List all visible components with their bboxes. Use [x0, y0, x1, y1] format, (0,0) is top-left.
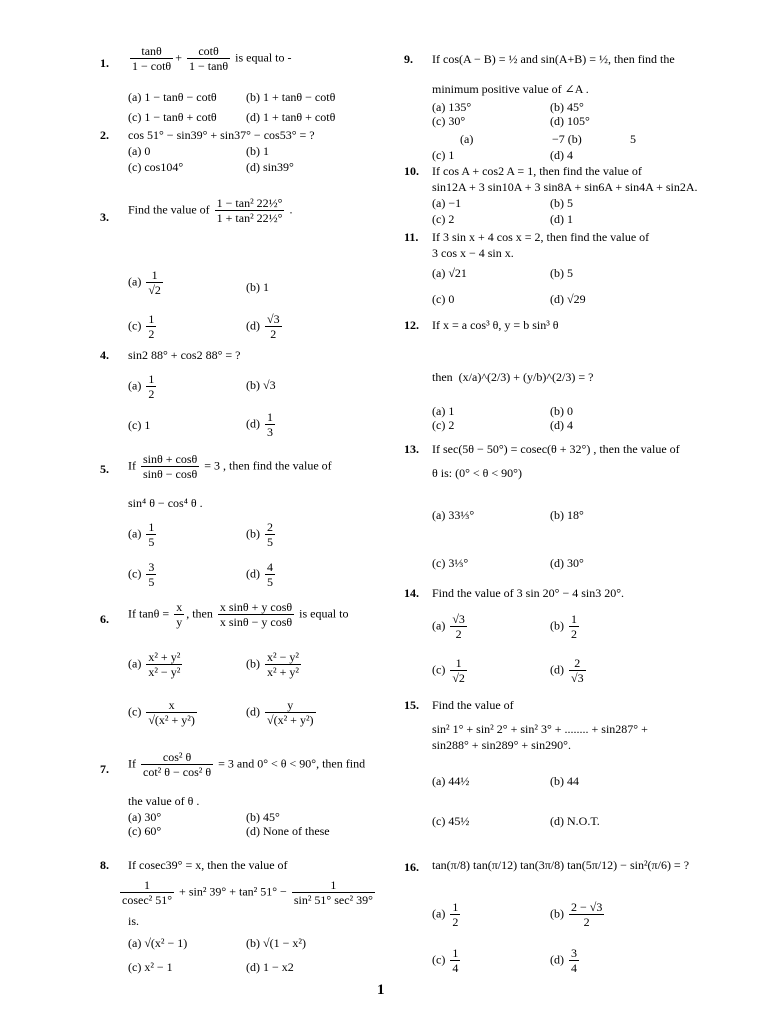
- question-number: 6.: [100, 612, 109, 626]
- option-a: (a) 33⅓°: [432, 508, 475, 522]
- option-b: (b) $\frac{\text{x² − y²}}{\text{x² + y²}}$: [246, 650, 299, 679]
- question-text-line2: sin² 1° + sin² 2° + sin² 3° + ........ + sin287° +: [432, 722, 648, 736]
- option-d: (d) $\frac{4}{5}$: [246, 560, 273, 589]
- question-text: $\frac{\tan\theta}{1 - \cot\theta}$ + $\frac{\cot\theta}{1 - \tan\theta}$ is equal to -: [132, 44, 292, 73]
- option-d: (d) None of these: [246, 824, 330, 838]
- question-text-line3: is.: [128, 914, 140, 928]
- option-a: (a) √21: [432, 266, 467, 280]
- option-a: (a) $\frac{1}{5}$: [128, 520, 155, 549]
- option-b: (b) $\frac{2 - √3}{2}$: [550, 900, 603, 929]
- option-c: (c) 1: [128, 418, 151, 432]
- option-b: (b) √3: [246, 378, 276, 392]
- option-c: (c) 0: [432, 292, 455, 306]
- question-text-line2: sin12A + 3 sin10A + 3 sin8A + sin6A + sin4A + sin2A.: [432, 180, 698, 194]
- option-d: (d) $\frac{2}{√3}$: [550, 656, 584, 685]
- option-c2: (c) 1: [432, 148, 455, 162]
- fraction: $\frac{\sin\theta + \cos\theta}{\sin\theta - \cos\theta}$: [143, 452, 198, 481]
- question-number: 3.: [100, 210, 109, 224]
- option-c: (c) $\frac{1}{2}$: [128, 312, 155, 341]
- question-number: 2.: [100, 128, 109, 142]
- question-number: 4.: [100, 348, 109, 362]
- option-d: (d) $\frac{√3}{2}$: [246, 312, 280, 341]
- question-text-line2: then (x/a)^(2/3) + (y/b)^(2/3) = ?: [432, 370, 594, 384]
- fraction: $\frac{\text{x sinθ + y cosθ}}{\text{x sinθ − y cosθ}}$: [219, 600, 293, 629]
- stray-option: (a): [460, 132, 474, 146]
- question-number: 16.: [404, 860, 419, 874]
- option-a: (a) $\frac{1}{√2}$: [128, 268, 161, 297]
- fraction: $\frac{\text{cos² θ}}{\text{cot² θ − cos² θ}}$: [143, 750, 212, 779]
- question-text-line2: the value of θ .: [128, 794, 200, 808]
- option-c: (c) $\frac{1}{4}$: [432, 946, 459, 975]
- option-d: (d) $\frac{3}{4}$: [550, 946, 577, 975]
- option-a: (a) √(x² − 1): [128, 936, 188, 950]
- question-text-line2: θ is: (0° < θ < 90°): [432, 466, 522, 480]
- fraction: $\frac{\tan\theta}{1 - \cot\theta}$: [132, 44, 172, 73]
- question-number: 7.: [100, 762, 109, 776]
- option-d: (d) 1 − x2: [246, 960, 294, 974]
- option-b: (b) 5: [550, 266, 573, 280]
- question-number: 9.: [404, 52, 413, 66]
- option-a: (a) 1: [432, 404, 455, 418]
- option-b: (b) $\frac{1}{2}$: [550, 612, 577, 641]
- option-b: (b) 45°: [550, 100, 584, 114]
- option-a: (a) 1 − tanθ − cotθ: [128, 90, 217, 104]
- option-a: (a) 0: [128, 144, 151, 158]
- option-b: (b) 5: [550, 196, 573, 210]
- question-text: sin2 88° + cos2 88° = ?: [128, 348, 241, 362]
- question-expression: $\frac{1}{\text{cosec² 51°}}$ + sin² 39° + tan² 51° − $\frac{1}{\text{sin² 51° sec² 39°}}$: [122, 878, 373, 907]
- option-c: (c) x² − 1: [128, 960, 173, 974]
- option-d2: (d) 4: [550, 148, 573, 162]
- question-text: If $\frac{\text{cos² θ}}{\text{cot² θ − cos² θ}}$ = 3 and 0° < θ < 90°, then find: [128, 750, 366, 779]
- option-c: (c) $\frac{x}{\text{√(x² + y²)}}$: [128, 698, 195, 727]
- question-number: 11.: [404, 230, 419, 244]
- option-c: (c) 45½: [432, 814, 470, 828]
- option-d: (d) 105°: [550, 114, 590, 128]
- option-a: (a) $\frac{\text{x² + y²}}{\text{x² − y²}}$: [128, 650, 181, 679]
- option-b: (b) 1 + tanθ − cotθ: [246, 90, 336, 104]
- option-b: (b) 18°: [550, 508, 584, 522]
- option-c: (c) 60°: [128, 824, 162, 838]
- option-c: (c) cos104°: [128, 160, 184, 174]
- option-d: (d) $\frac{1}{3}$: [246, 410, 273, 439]
- question-text: Find the value of 3 sin 20° − 4 sin3 20°.: [432, 586, 625, 600]
- option-d: (d) 1 + tanθ + cotθ: [246, 110, 336, 124]
- question-text: Find the value of $\frac{\text{1 − tan² 22½°}}{\text{1 + tan² 22½°}}$ .: [128, 196, 293, 225]
- option-d: (d) $\frac{y}{\text{√(x² + y²)}}$: [246, 698, 314, 727]
- question-number: 14.: [404, 586, 419, 600]
- question-text: If cos(A − B) = ½ and sin(A+B) = ½, then find the: [432, 52, 675, 66]
- option-c: (c) 3⅓°: [432, 556, 469, 570]
- question-text: Find the value of: [432, 698, 514, 712]
- option-b: (b) $\frac{2}{5}$: [246, 520, 273, 549]
- question-text: If cosec39° = x, then the value of: [128, 858, 288, 872]
- question-number: 8.: [100, 858, 109, 872]
- question-text-line3: sin288° + sin289° + sin290°.: [432, 738, 571, 752]
- question-text: If sec(5θ − 50°) = cosec(θ + 32°) , then the value of: [432, 442, 680, 456]
- question-text: If x = a cos³ θ, y = b sin³ θ: [432, 318, 559, 332]
- option-a: (a) $\frac{1}{2}$: [432, 900, 459, 929]
- option-b: (b) 0: [550, 404, 573, 418]
- option-c: (c) $\frac{1}{√2}$: [432, 656, 465, 685]
- option-b: (b) √(1 − x²): [246, 936, 306, 950]
- option-a: (a) 30°: [128, 810, 162, 824]
- question-text-line2: minimum positive value of ∠A .: [432, 82, 589, 96]
- question-text: If 3 sin x + 4 cos x = 2, then find the value of: [432, 230, 650, 244]
- option-c: (c) 2: [432, 418, 455, 432]
- option-c: (c) 2: [432, 212, 455, 226]
- option-d: (d) sin39°: [246, 160, 294, 174]
- option-b: (b) 44: [550, 774, 579, 788]
- option-a: (a) 44½: [432, 774, 470, 788]
- question-text: If $\frac{\sin\theta + \cos\theta}{\sin\theta - \cos\theta}$ = 3 , then find the value of: [128, 452, 332, 481]
- stray-option: −7 (b): [552, 132, 582, 146]
- stray-option: 5: [630, 132, 636, 146]
- option-a: (a) −1: [432, 196, 462, 210]
- option-d: (d) 1: [550, 212, 573, 226]
- question-text-line2: sin⁴ θ − cos⁴ θ .: [128, 496, 203, 510]
- fraction: $\frac{\text{1 − tan² 22½°}}{\text{1 + tan² 22½°}}$: [216, 196, 283, 225]
- option-d: (d) √29: [550, 292, 586, 306]
- question-number: 15.: [404, 698, 419, 712]
- fraction: $\frac{\cot\theta}{1 - \tan\theta}$: [188, 44, 229, 73]
- option-d: (d) N.O.T.: [550, 814, 600, 828]
- question-number: 5.: [100, 462, 109, 476]
- option-b: (b) 1: [246, 144, 269, 158]
- option-c: (c) $\frac{3}{5}$: [128, 560, 155, 589]
- option-a: (a) $\frac{√3}{2}$: [432, 612, 465, 641]
- question-text-line2: 3 cos x − 4 sin x.: [432, 246, 514, 260]
- question-number: 10.: [404, 164, 419, 178]
- option-b: (b) 1: [246, 280, 269, 294]
- option-a: (a) 135°: [432, 100, 472, 114]
- option-a: (a) $\frac{1}{2}$: [128, 372, 155, 401]
- question-number: 13.: [404, 442, 419, 456]
- page-number: 1: [377, 982, 385, 998]
- question-text: If tanθ = $\frac{x}{y}$ , then $\frac{\text{x sinθ + y cosθ}}{\text{x sinθ − y cosθ}}$ is equal to: [128, 600, 349, 629]
- option-d: (d) 4: [550, 418, 573, 432]
- question-text: tan(π/8) tan(π/12) tan(3π/8) tan(5π/12) − sin²(π/6) = ?: [432, 858, 690, 872]
- option-b: (b) 45°: [246, 810, 280, 824]
- option-c: (c) 30°: [432, 114, 466, 128]
- option-c: (c) 1 − tanθ + cotθ: [128, 110, 217, 124]
- question-text: cos 51° − sin39° + sin37° − cos53° = ?: [128, 128, 315, 142]
- option-d: (d) 30°: [550, 556, 584, 570]
- question-number: 12.: [404, 318, 419, 332]
- question-number: 1.: [100, 56, 109, 70]
- question-text: If cos A + cos2 A = 1, then find the value of: [432, 164, 642, 178]
